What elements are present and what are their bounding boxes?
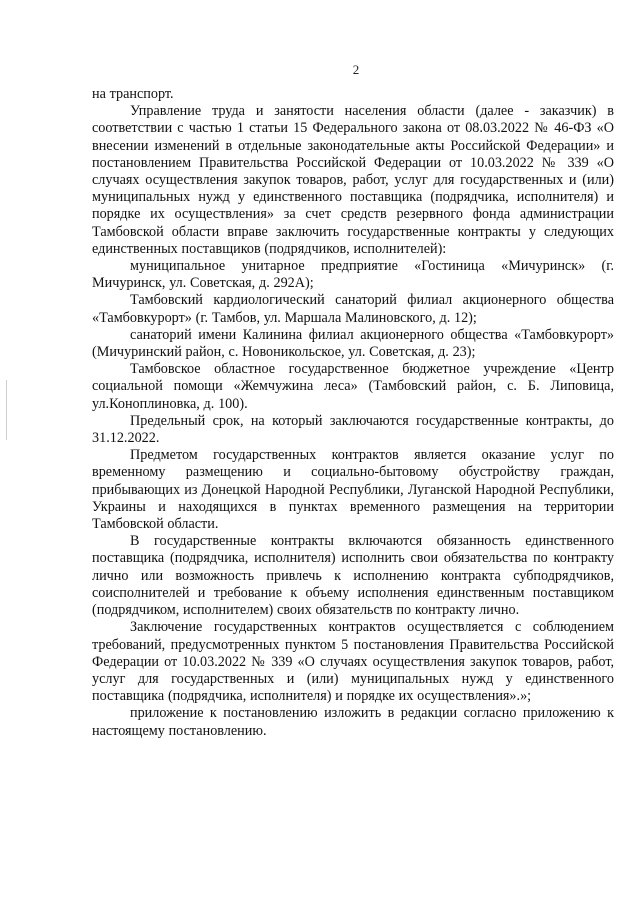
- paragraph-continuation: на транспорт.: [92, 86, 174, 102]
- document-body: [92, 86, 614, 740]
- paragraph-supplier-hotel: муниципальное унитарное предприятие «Гостиница «Мичуринск» (г. Мичуринск, ул. Советская, д. 292А);: [92, 258, 614, 292]
- paragraph-appendix: приложение к постановлению изложить в редакции согласно приложению к настоящему постановлению.: [92, 705, 614, 739]
- scan-edge-mark: [6, 380, 7, 440]
- paragraph-contract-subject: Предметом государственных контрактов является оказание услуг по временному размещению и социально-бытовому обустройству граждан, прибывающих из Донецкой Народной Республики, Луганской Народной Республики, Украины и находящихся в пунктах временного размещения на территории Тамбовской области.: [92, 447, 614, 533]
- paragraph-customer-authority: Управление труда и занятости населения области (далее - заказчик) в соответствии с частью 1 статьи 15 Федерального закона от 08.03.2022 № 46-ФЗ «О внесении изменений в отдельные законодательные акты Российской Федерации» и постановлением Правительства Российской Федерации от 10.03.2022 № 339 «О случаях осуществления закупок товаров, работ, услуг для государственных и (или) муниципальных нужд у единственного поставщика (подрядчика, исполнителя) и порядке их осуществления» за счет средств резервного фонда администрации Тамбовской области вправе заключить государственные контракты у следующих единственных поставщиков (подрядчиков, исполнителей):: [92, 103, 614, 257]
- paragraph-supplier-social-center: Тамбовское областное государственное бюджетное учреждение «Центр социальной помощи «Жемчужина леса» (Тамбовский район, с. Б. Липовица, ул.Коноплиновка, д. 100).: [92, 361, 614, 412]
- paragraph-contract-requirements: Заключение государственных контрактов осуществляется с соблюдением требований, предусмотренных пунктом 5 постановления Правительства Российской Федерации от 10.03.2022 № 339 «О случаях осуществления закупок товаров, работ, услуг для государственных и (или) муниципальных нужд у единственного поставщика (подрядчика, исполнителя) и порядке их осуществления».»;: [92, 619, 614, 705]
- paragraph-contract-deadline: Предельный срок, на который заключаются государственные контракты, до 31.12.2022.: [92, 412, 614, 447]
- paragraph-contract-obligations: В государственные контракты включаются обязанность единственного поставщика (подрядчика, исполнителя) исполнить свои обязательства по контракту лично или возможность привлечь к исполнению контракта субподрядчиков, соисполнителей и требование к объему исполнения единственным поставщиком (подрядчиком, исполнителем) своих обязательств по контракту лично.: [92, 533, 614, 619]
- page-number: 2: [352, 62, 360, 77]
- paragraph-supplier-kalinin-sanatorium: санаторий имени Калинина филиал акционерного общества «Тамбовкурорт» (Мичуринский район, с. Новоникольское, ул. Советская, д. 23);: [92, 326, 614, 361]
- paragraph-supplier-cardio-sanatorium: Тамбовский кардиологический санаторий филиал акционерного общества «Тамбовкурорт» (г. Тамбов, ул. Маршала Малиновского, д. 12);: [92, 292, 614, 326]
